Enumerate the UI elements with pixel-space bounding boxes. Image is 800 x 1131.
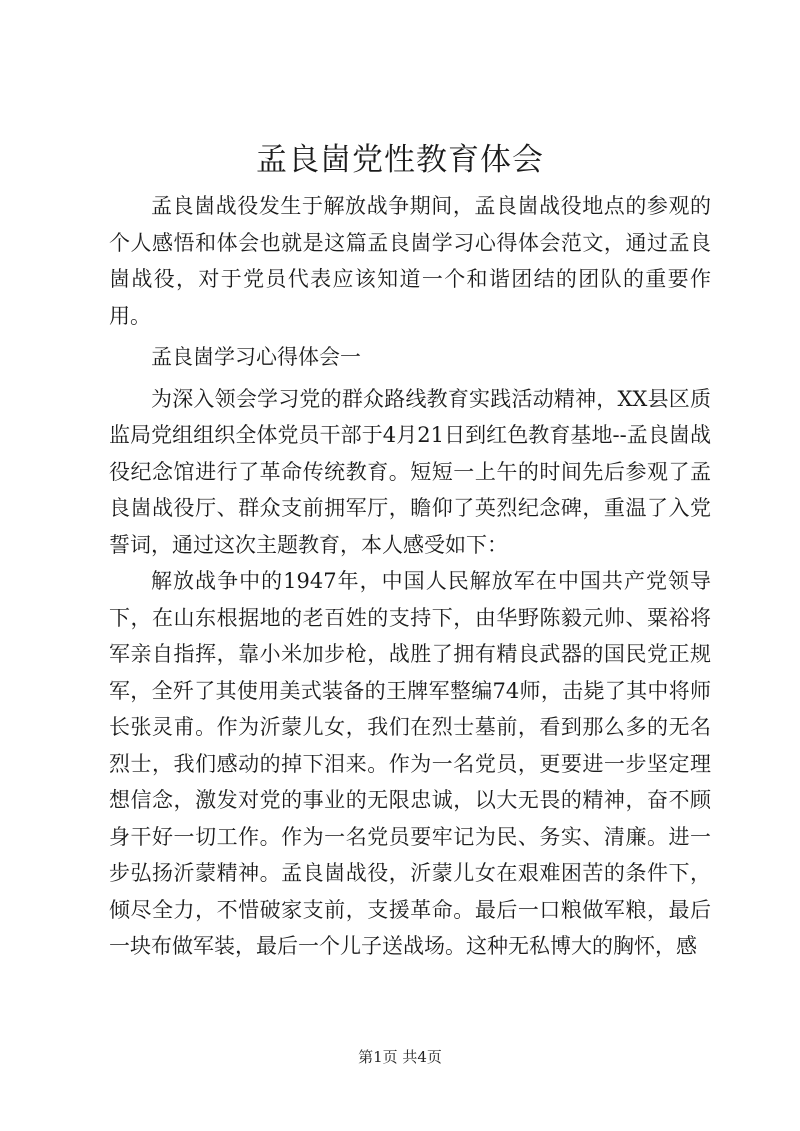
body-paragraph: 解放战争中的1947年，中国人民解放军在中国共产党领导下，在山东根据地的老百姓的支持下，由华野陈毅元帅、粟裕将军亲自指挥，靠小米加步枪，战胜了拥有精良武器的国民党正规军，全歼了其使用美式装备的王牌军整编74师，击毙了其中将师长张灵甫。作为沂蒙儿女，我们在烈士墓前，看到那么多的无名烈士，我们感动的掉下泪来。作为一名党员，更要进一步坚定理想信念，激发对党的事业的无限忠诚，以大无畏的精神，奋不顾身干好一切工作。作为一名党员要牢记为民、务实、清廉。进一步弘扬沂蒙精神。孟良崮战役，沂蒙儿女在艰难困苦的条件下，倾尽全力，不惜破家支前，支援革命。最后一口粮做军粮，最后一块布做军装，最后一个儿子送战场。这种无私博大的胸怀，感	[109, 569, 711, 958]
document-title: 孟良崮党性教育体会	[256, 142, 544, 178]
document-body	[109, 188, 711, 965]
section-heading: 孟良崮学习心得体会一	[151, 345, 361, 369]
intro-paragraph: 孟良崮战役发生于解放战争期间，孟良崮战役地点的参观的个人感悟和体会也就是这篇孟良崮学习心得体会范文，通过孟良崮战役，对于党员代表应该知道一个和谐团结的团队的重要作用。	[109, 194, 711, 328]
page-number-footer: 第1页 共4页	[358, 1048, 442, 1066]
body-paragraph: 为深入领会学习党的群众路线教育实践活动精神，XX县区质监局党组组织全体党员干部于4月21日到红色教育基地--孟良崮战役纪念馆进行了革命传统教育。短短一上午的时间先后参观了孟良崮战役厅、群众支前拥军厅，瞻仰了英烈纪念碑，重温了入党誓词，通过这次主题教育，本人感受如下：	[109, 386, 711, 557]
